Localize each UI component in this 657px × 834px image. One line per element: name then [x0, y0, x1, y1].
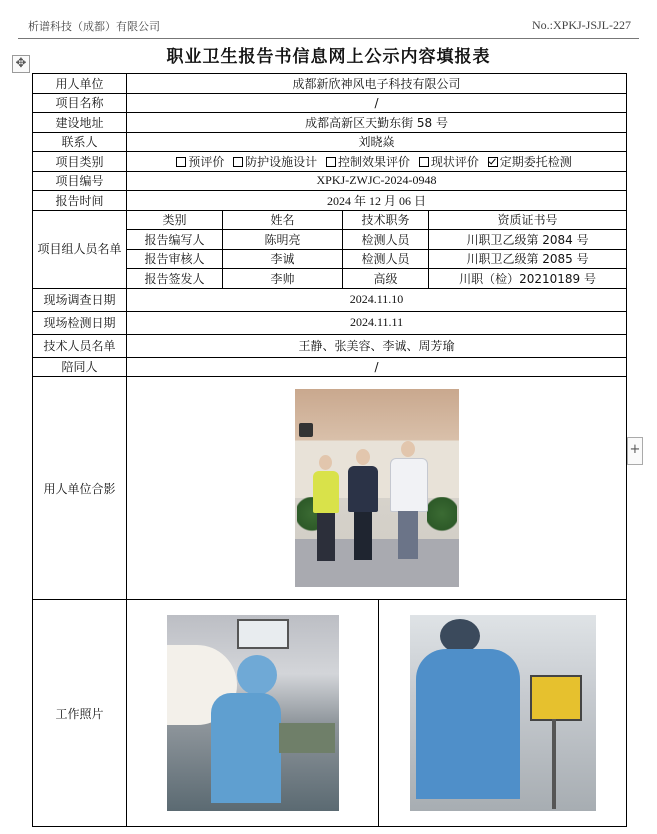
category-label: 项目类别: [33, 152, 127, 172]
escort-value: /: [127, 357, 627, 377]
person-figure: [347, 449, 379, 565]
group-photo-label: 用人单位合影: [33, 377, 127, 600]
team-cell: 川职（检）20210189 号: [429, 269, 627, 289]
checkbox-checked-icon[interactable]: [488, 157, 498, 167]
plant-decoration: [427, 497, 457, 539]
add-row-icon[interactable]: +: [627, 437, 643, 465]
work-photo-cell-1: [127, 600, 379, 827]
team-cell: 李诚: [223, 249, 343, 269]
group-photo-cell: [127, 377, 627, 600]
person-figure: [311, 455, 341, 565]
team-header-name: 姓名: [223, 210, 343, 230]
person-figure: [389, 441, 427, 565]
tripod-shape: [552, 719, 556, 809]
work-photo-2: [410, 615, 596, 811]
monitor-shape: [237, 619, 289, 649]
header-doc-number: No.:XPKJ-JSJL-227: [531, 18, 631, 32]
table-row: [33, 113, 627, 133]
employer-label: 用人单位: [33, 74, 127, 94]
table-row: [33, 288, 627, 311]
work-photo-1: [167, 615, 339, 811]
header-company: 析谱科技（成都）有限公司: [28, 20, 160, 33]
table-row: [33, 132, 627, 152]
escort-label: 陪同人: [33, 357, 127, 377]
team-cell: 陈明亮: [223, 230, 343, 250]
table-row: [33, 334, 627, 357]
employer-value: 成都新欣神风电子科技有限公司: [127, 74, 627, 94]
category-options: [127, 152, 627, 172]
report-time-label: 报告时间: [33, 191, 127, 211]
table-row: [33, 600, 627, 827]
checkbox-icon[interactable]: [326, 157, 336, 167]
sampler-device-shape: [530, 675, 582, 721]
checkbox-icon[interactable]: [176, 157, 186, 167]
category-option-control-effect[interactable]: 控制效果评价: [326, 155, 410, 169]
contact-label: 联系人: [33, 132, 127, 152]
table-row: [33, 357, 627, 377]
worker-body-shape: [211, 693, 281, 803]
survey-date-label: 现场调查日期: [33, 288, 127, 311]
team-cell: 报告审核人: [127, 249, 223, 269]
worker-head-shape: [440, 619, 480, 653]
worker-head-shape: [237, 655, 277, 695]
project-no-value: XPKJ-ZWJC-2024-0948: [127, 171, 627, 191]
category-option-periodic-testing[interactable]: 定期委托检测: [488, 155, 572, 169]
table-row: [33, 377, 627, 600]
header-divider: [18, 38, 639, 39]
table-row: [33, 311, 627, 334]
table-row: [33, 74, 627, 94]
team-label: 项目组人员名单: [33, 210, 127, 288]
move-handle-icon[interactable]: ✥: [12, 55, 30, 73]
tech-staff-value: 王静、张美容、李诚、周芳瑜: [127, 334, 627, 357]
table-row: [33, 93, 627, 113]
survey-date-value: 2024.11.10: [127, 288, 627, 311]
team-cell: 高级: [343, 269, 429, 289]
table-row: [33, 171, 627, 191]
project-name-value: /: [127, 93, 627, 113]
team-cell: 检测人员: [343, 230, 429, 250]
category-option-protection-design[interactable]: 防护设施设计: [233, 155, 317, 169]
address-label: 建设地址: [33, 113, 127, 133]
project-no-label: 项目编号: [33, 171, 127, 191]
team-header-row: [33, 210, 627, 230]
team-cell: 检测人员: [343, 249, 429, 269]
group-photo: [295, 389, 459, 587]
worker-body-shape: [416, 649, 520, 799]
work-photo-cell-2: [379, 600, 627, 827]
info-form-table: [32, 73, 627, 827]
address-value: 成都高新区天勤东街 58 号: [127, 113, 627, 133]
checkbox-icon[interactable]: [419, 157, 429, 167]
table-row: [33, 152, 627, 172]
category-option-pre-eval[interactable]: 预评价: [176, 155, 224, 169]
test-date-value: 2024.11.11: [127, 311, 627, 334]
project-name-label: 项目名称: [33, 93, 127, 113]
category-option-status-eval[interactable]: 现状评价: [419, 155, 479, 169]
team-cell: 李帅: [223, 269, 343, 289]
test-date-label: 现场检测日期: [33, 311, 127, 334]
team-header-cert: 资质证书号: [429, 210, 627, 230]
report-time-value: 2024 年 12 月 06 日: [127, 191, 627, 211]
contact-value: 刘晓焱: [127, 132, 627, 152]
team-cell: 川职卫乙级第 2084 号: [429, 230, 627, 250]
team-cell: 川职卫乙级第 2085 号: [429, 249, 627, 269]
page-title: 职业卫生报告书信息网上公示内容填报表: [166, 47, 491, 67]
checkbox-icon[interactable]: [233, 157, 243, 167]
work-photo-label: 工作照片: [33, 600, 127, 827]
tech-staff-label: 技术人员名单: [33, 334, 127, 357]
team-cell: 报告编写人: [127, 230, 223, 250]
team-cell: 报告签发人: [127, 269, 223, 289]
team-header-category: 类别: [127, 210, 223, 230]
team-header-title: 技术职务: [343, 210, 429, 230]
company-logo-icon: [299, 423, 313, 437]
workbench-shape: [279, 723, 335, 753]
table-row: [33, 191, 627, 211]
